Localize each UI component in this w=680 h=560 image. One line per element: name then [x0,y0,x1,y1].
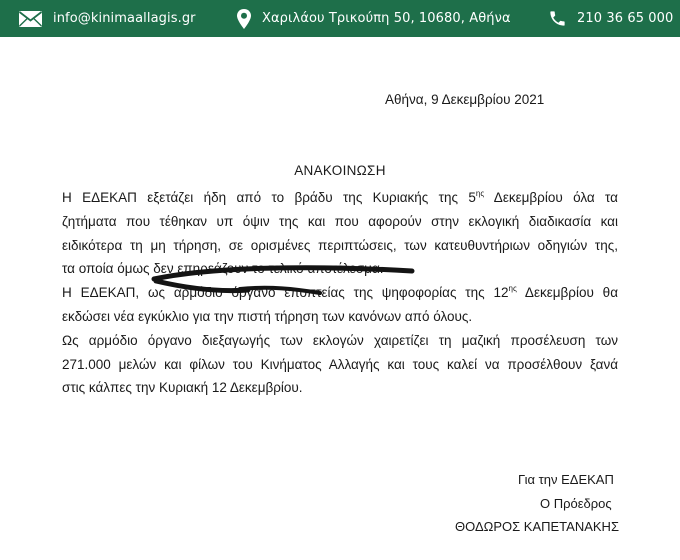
envelope-icon [18,10,43,28]
document-body [62,186,618,400]
document-title: ΑΝΑΚΟΙΝΩΣΗ [294,163,386,178]
phone-icon [548,9,567,28]
paragraph-3-line-1: Ως αρμόδιο όργανο διεξαγωγής των εκλογών χαιρετίζει τη μαζική προσέλευση των [62,332,618,348]
address-text: Χαριλάου Τρικούπη 50, 10680, Αθήνα [262,11,511,26]
paragraph-1-line-1: Η ΕΔΕΚΑΠ εξετάζει ήδη από το βράδυ της Κυριακής της $5^{\eta\varsigma}$ Δεκεμβρίου όλα τα [62,189,618,205]
paragraph-3-line-3: στις κάλπες την Κυριακή 12 Δεκεμβρίου. [62,380,303,396]
signature-org: Για την ΕΔΕΚΑΠ [518,472,614,487]
address-contact [236,0,511,37]
signature-name: ΘΟΔΩΡΟΣ ΚΑΠΕΤΑΝΑΚΗΣ [455,519,619,534]
phone-contact[interactable] [548,0,673,37]
contact-header-bar [0,0,680,37]
phone-text: 210 36 65 000 [577,11,674,26]
paragraph-3-line-2: 271.000 μελών και φίλων του Κινήματος Αλλαγής και τους καλεί να προσέλθουν ξανά [62,356,618,372]
email-contact[interactable] [18,0,196,37]
paragraph-1-line-2: ζητήματα που τέθηκαν υπ όψιν της και που αφορούν στην εκλογική διαδικασία και [62,213,618,229]
paragraph-1-line-4: τα οποία όμως δεν επηρεάζουν το τελικό αποτέλεσμα. [62,261,384,277]
document-date: Αθήνα, 9 Δεκεμβρίου 2021 [385,92,545,107]
paragraph-1-line-3: ειδικότερα τη μη τήρηση, σε ορισμένες περιπτώσεις, των κατευθυντήριων οδηγιών της, [62,237,618,253]
paragraph-2-line-1: Η ΕΔΕΚΑΠ, ως αρμόδιο όργανο εποπτείας της ψηφοφορίας της $12^{\eta\varsigma}$ Δεκεμβρίου θα [62,284,618,301]
signature-role: Ο Πρόεδρος [540,496,612,511]
location-pin-icon [236,8,252,30]
paragraph-2-line-2: εκδώσει νέα εγκύκλιο για την πιστή τήρηση των κανόνων από όλους. [62,308,473,324]
email-text: info@kinimaallagis.gr [53,11,196,26]
